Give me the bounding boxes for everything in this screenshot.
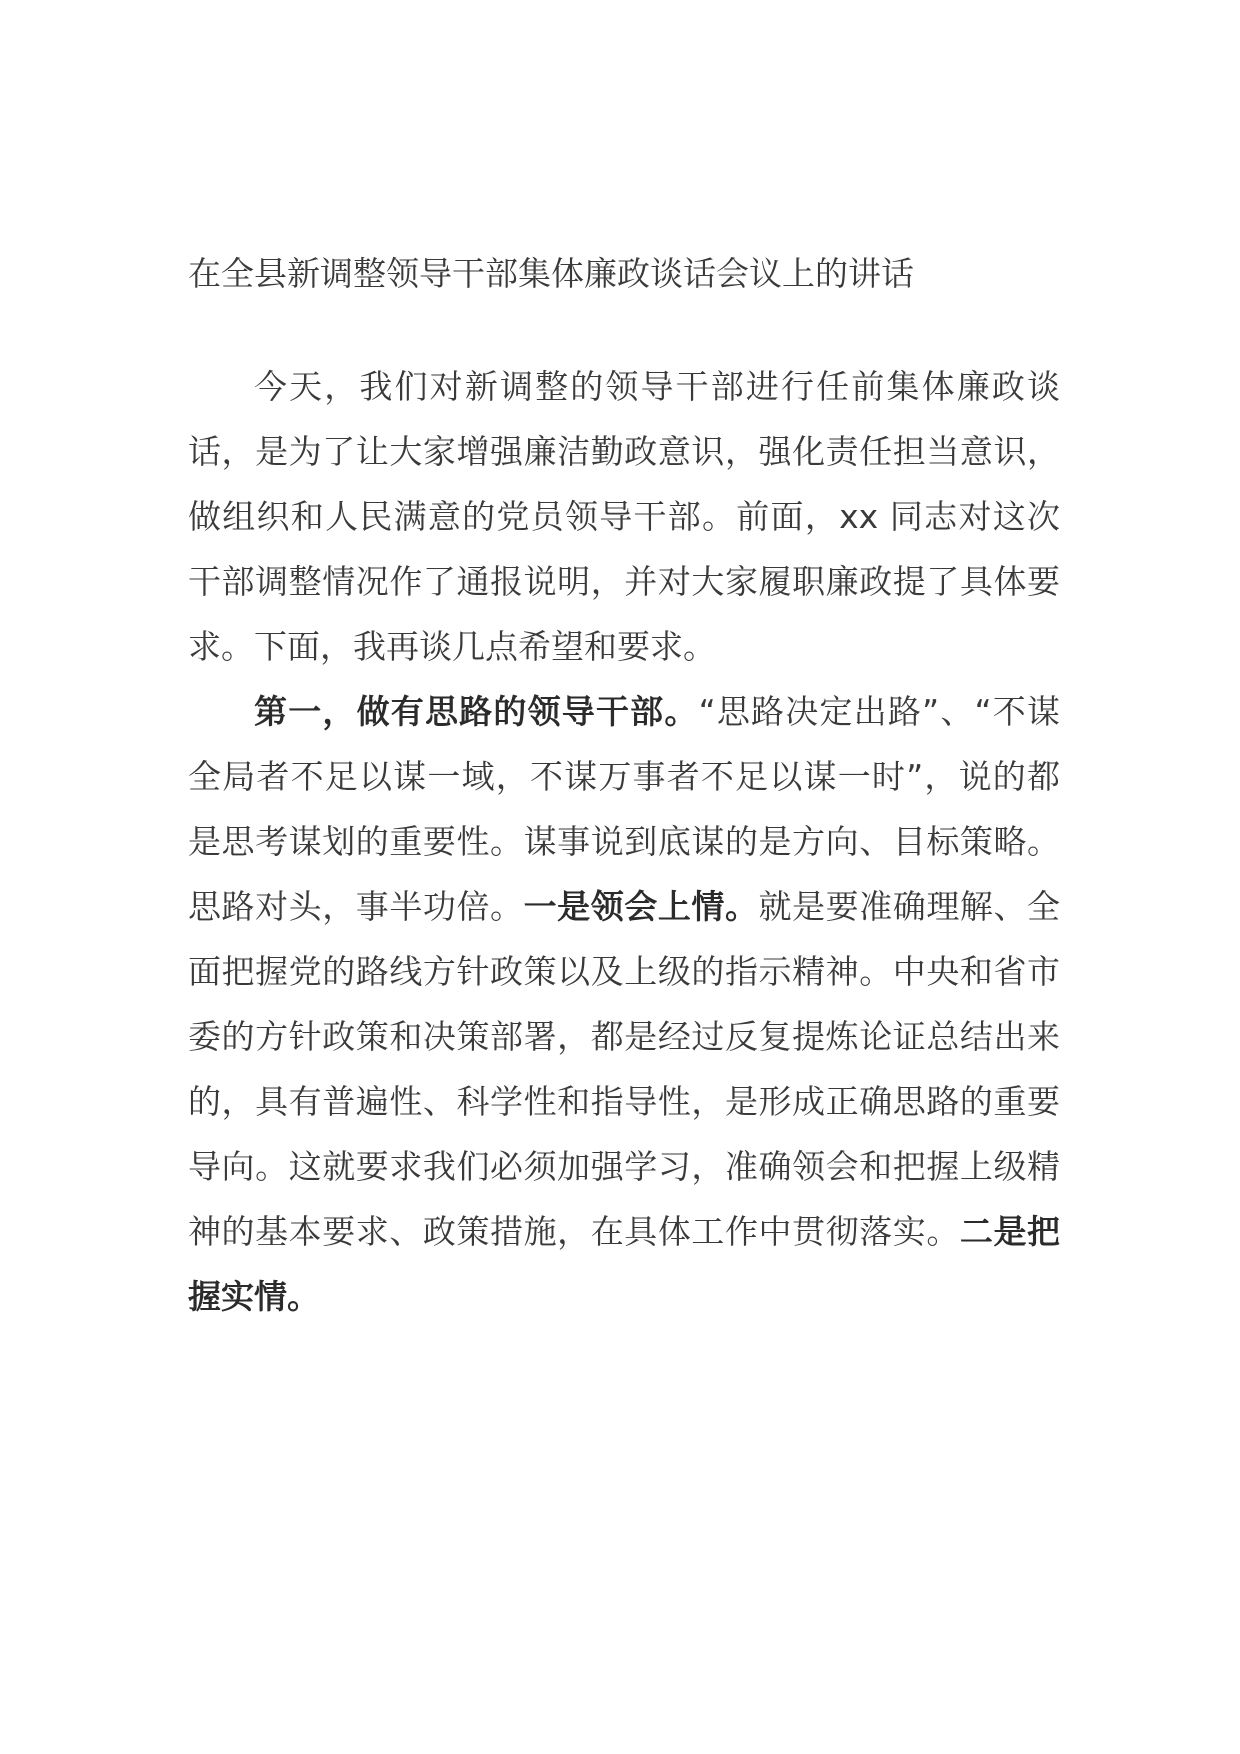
document-body bbox=[188, 354, 1060, 1329]
subpoint-heading-one: 一是领会上情。 bbox=[523, 887, 759, 926]
section-heading-first: 第一，做有思路的领导干部。 bbox=[254, 692, 699, 731]
paragraph-text: 就是要准确理解、全面把握党的路线方针政策以及上级的指示精神。中央和省市委的方针政策和决策部署，都是经过反复提炼论证总结出来的，具有普遍性、科学性和指导性，是形成正确思路的重要导向。这就要求我们必须加强学习，准确领会和把握上级精神的基本要求、政策措施，在具体工作中贯彻落实。 bbox=[188, 887, 1061, 1251]
document-title: 在全县新调整领导干部集体廉政谈话会议上的讲话 bbox=[188, 254, 914, 293]
paragraph-text: “思路决定出路”、“不谋全局者不足以谋一域，不谋万事者不足以谋一时”，说的都是思考谋划的重要性。谋事说到底谋的是方向、目标策略。思路对头，事半功倍。 bbox=[188, 692, 1061, 926]
paragraph-point-one bbox=[188, 679, 1060, 1329]
paragraph-text: 今天，我们对新调整的领导干部进行任前集体廉政谈话，是为了让大家增强廉洁勤政意识，强化责任担当意识，做组织和人民满意的党员领导干部。前面，xx 同志对这次干部调整情况作了通报说明，并对大家履职廉政提了具体要求。下面，我再谈几点希望和要求。 bbox=[188, 367, 1060, 666]
paragraph-intro bbox=[188, 354, 1060, 679]
subpoint-heading-two: 二是把握实情。 bbox=[188, 1212, 1061, 1316]
